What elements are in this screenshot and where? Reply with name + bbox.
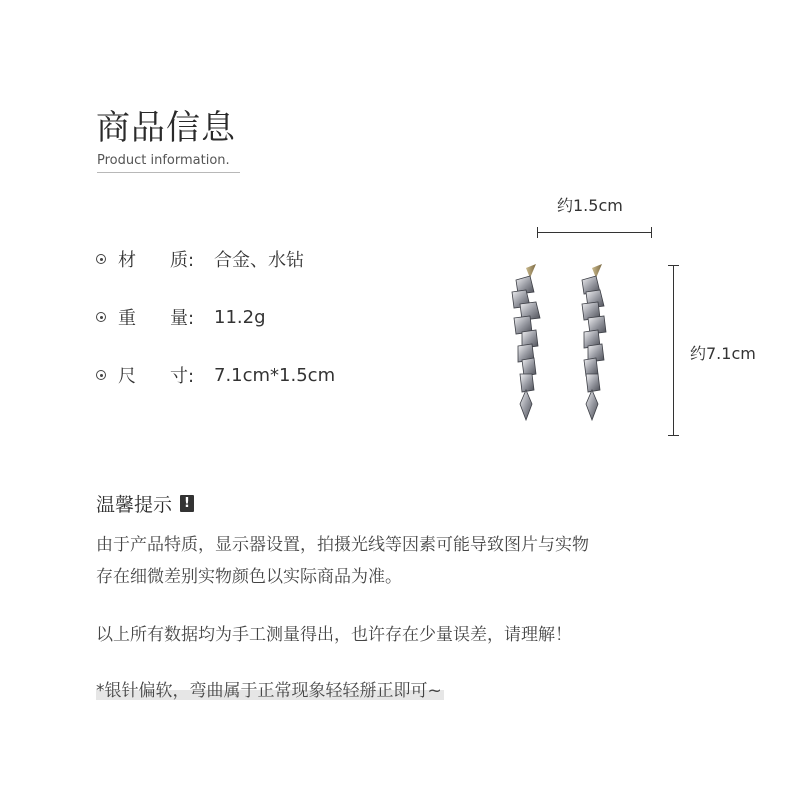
spec-label-a: 尺 — [118, 366, 136, 387]
left-earring — [512, 264, 540, 420]
spec-label-b: 寸: — [170, 366, 195, 387]
spec-row-material — [96, 246, 304, 272]
spec-row-size — [96, 362, 335, 388]
height-dimension-line — [673, 265, 674, 436]
bullet-icon — [96, 312, 106, 322]
notice-footnote: *银针偏软，弯曲属于正常现象轻轻掰正即可~ — [96, 681, 442, 701]
notice-paragraph-1-line-2: 存在细微差别实物颜色以实际商品为准。 — [96, 567, 402, 587]
page-subtitle: Product information. — [97, 153, 230, 168]
width-dimension-line — [537, 232, 652, 233]
spec-label-a: 材 — [118, 250, 136, 271]
right-earring — [582, 264, 606, 420]
spec-row-weight — [96, 304, 266, 330]
spec-label-b: 量: — [170, 308, 195, 329]
height-dimension-tick-bottom — [668, 435, 679, 436]
earrings-image — [500, 262, 630, 424]
notice-title — [96, 490, 194, 517]
spec-value-material: 合金、水钻 — [214, 250, 304, 271]
notice-title-text: 温馨提示 — [96, 494, 173, 516]
exclamation-icon: ! — [180, 495, 194, 512]
subtitle-underline — [97, 172, 240, 173]
height-dimension-label: 约7.1cm — [690, 344, 756, 363]
page-title: 商品信息 — [96, 108, 236, 148]
notice-paragraph-2: 以上所有数据均为手工测量得出，也许存在少量误差，请理解！ — [96, 625, 572, 645]
width-dimension-tick-right — [651, 227, 652, 238]
spec-value-size: 7.1cm*1.5cm — [214, 364, 336, 386]
bullet-icon — [96, 370, 106, 380]
spec-value-weight: 11.2g — [214, 306, 266, 328]
notice-paragraph-1-line-1: 由于产品特质，显示器设置，拍摄光线等因素可能导致图片与实物 — [96, 535, 589, 555]
height-dimension-tick-top — [668, 265, 679, 266]
spec-label-a: 重 — [118, 308, 136, 329]
spec-label-b: 质: — [170, 250, 195, 271]
width-dimension-tick-left — [537, 227, 538, 238]
bullet-icon — [96, 254, 106, 264]
width-dimension-label: 约1.5cm — [557, 196, 623, 215]
